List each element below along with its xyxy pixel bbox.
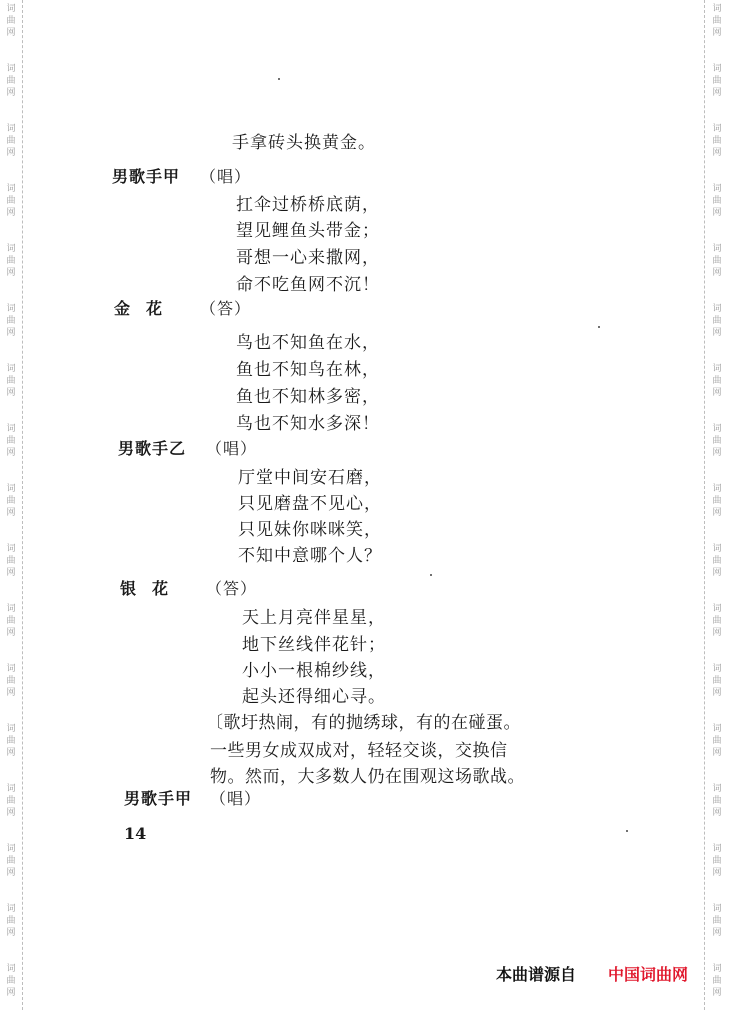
watermark-char: 网 — [6, 868, 16, 878]
speaker-name-text: 金 花 — [114, 299, 163, 318]
stage-direction-line: 一些男女成双成对，轻轻交谈，交换信 — [210, 741, 508, 761]
watermark-group — [705, 843, 729, 879]
watermark-char: 网 — [712, 208, 722, 218]
watermark-char: 曲 — [712, 256, 722, 266]
performance-cue: （唱） — [210, 789, 262, 808]
watermark-char: 曲 — [6, 316, 16, 326]
watermark-char: 网 — [712, 508, 722, 518]
watermark-group — [705, 483, 729, 519]
watermark-char: 曲 — [712, 556, 722, 566]
watermark-char: 网 — [6, 148, 16, 158]
watermark-char: 网 — [712, 148, 722, 158]
watermark-char: 网 — [712, 388, 722, 398]
watermark-char: 网 — [6, 748, 16, 758]
right-watermark-strip — [704, 0, 729, 1010]
watermark-char: 词 — [6, 664, 16, 674]
watermark-group — [705, 183, 729, 219]
watermark-char: 词 — [6, 184, 16, 194]
lyric-line: 哥想一心来撒网， — [236, 248, 380, 268]
watermark-char: 曲 — [712, 676, 722, 686]
source-site-name: 中国词曲网 — [608, 965, 689, 984]
watermark-char: 网 — [712, 988, 722, 998]
watermark-group — [0, 783, 22, 819]
watermark-group — [0, 723, 22, 759]
watermark-char: 词 — [6, 964, 16, 974]
watermark-group — [0, 663, 22, 699]
watermark-char: 曲 — [6, 76, 16, 86]
watermark-char: 网 — [6, 688, 16, 698]
watermark-char: 网 — [6, 208, 16, 218]
watermark-char: 网 — [712, 568, 722, 578]
watermark-char: 词 — [712, 64, 722, 74]
watermark-char: 网 — [712, 808, 722, 818]
watermark-char: 词 — [6, 904, 16, 914]
watermark-char: 词 — [6, 4, 16, 14]
watermark-char: 网 — [6, 328, 16, 338]
watermark-group — [0, 963, 22, 999]
watermark-char: 曲 — [6, 16, 16, 26]
speaker-name: 男歌手乙 — [118, 439, 187, 458]
lyric-line: 小小一根棉纱线， — [242, 661, 386, 681]
watermark-char: 词 — [712, 724, 722, 734]
watermark-char: 曲 — [6, 676, 16, 686]
watermark-group — [705, 543, 729, 579]
watermark-char: 曲 — [712, 136, 722, 146]
watermark-char: 词 — [712, 844, 722, 854]
lyric-line: 鱼也不知鸟在林， — [236, 360, 380, 380]
watermark-char: 词 — [712, 904, 722, 914]
watermark-char: 网 — [6, 28, 16, 38]
watermark-char: 词 — [712, 964, 722, 974]
watermark-group — [0, 303, 22, 339]
watermark-char: 词 — [6, 544, 16, 554]
watermark-char: 网 — [712, 328, 722, 338]
watermark-char: 词 — [6, 604, 16, 614]
performance-cue: （唱） — [206, 439, 258, 458]
watermark-char: 网 — [6, 628, 16, 638]
speaker-name-text: 银 花 — [120, 579, 169, 598]
lyric-line: 命不吃鱼网不沉！ — [236, 275, 380, 295]
watermark-group — [705, 363, 729, 399]
watermark-char: 曲 — [6, 616, 16, 626]
watermark-char: 曲 — [712, 916, 722, 926]
watermark-char: 曲 — [6, 196, 16, 206]
lyric-line: 手拿砖头换黄金。 — [232, 133, 376, 153]
watermark-char: 词 — [712, 244, 722, 254]
watermark-char: 曲 — [6, 976, 16, 986]
watermark-char: 词 — [712, 124, 722, 134]
lyric-line: 不知中意哪个人？ — [238, 546, 382, 566]
watermark-char: 网 — [6, 928, 16, 938]
lyric-line: 鸟也不知水多深！ — [236, 414, 380, 434]
scan-speck — [278, 78, 280, 80]
watermark-char: 网 — [712, 28, 722, 38]
watermark-char: 曲 — [712, 856, 722, 866]
watermark-group — [705, 663, 729, 699]
watermark-group — [705, 123, 729, 159]
watermark-char: 词 — [6, 784, 16, 794]
lyric-line: 厅堂中间安石磨， — [238, 468, 382, 488]
watermark-char: 曲 — [712, 436, 722, 446]
watermark-char: 词 — [6, 64, 16, 74]
watermark-char: 曲 — [6, 556, 16, 566]
scan-speck — [598, 326, 600, 328]
watermark-char: 曲 — [6, 436, 16, 446]
watermark-char: 曲 — [712, 76, 722, 86]
speaker-name — [120, 576, 168, 599]
watermark-char: 网 — [712, 628, 722, 638]
watermark-char: 网 — [712, 688, 722, 698]
watermark-char: 词 — [712, 364, 722, 374]
watermark-char: 曲 — [6, 256, 16, 266]
watermark-char: 曲 — [712, 196, 722, 206]
lyric-line: 天上月亮伴星星， — [242, 608, 386, 628]
watermark-char: 曲 — [6, 856, 16, 866]
watermark-group — [0, 843, 22, 879]
watermark-char: 曲 — [712, 376, 722, 386]
stage-direction-line: 〔歌圩热闹，有的抛绣球，有的在碰蛋。 — [206, 713, 521, 733]
watermark-group — [0, 603, 22, 639]
lyric-line: 鱼也不知林多密， — [236, 387, 380, 407]
performance-cue: （唱） — [200, 167, 252, 186]
lyric-line: 起头还得细心寻。 — [242, 687, 386, 707]
watermark-char: 网 — [6, 388, 16, 398]
watermark-char: 网 — [6, 508, 16, 518]
watermark-char: 词 — [712, 664, 722, 674]
watermark-char: 曲 — [6, 736, 16, 746]
lyric-line: 只见磨盘不见心， — [238, 494, 382, 514]
watermark-group — [0, 483, 22, 519]
source-credit-label: 本曲谱源自 — [496, 965, 577, 984]
watermark-char: 曲 — [6, 796, 16, 806]
watermark-group — [0, 363, 22, 399]
watermark-char: 词 — [6, 124, 16, 134]
watermark-char: 词 — [6, 364, 16, 374]
watermark-char: 词 — [6, 844, 16, 854]
watermark-char: 曲 — [6, 136, 16, 146]
watermark-char: 词 — [712, 4, 722, 14]
watermark-char: 词 — [6, 244, 16, 254]
watermark-char: 词 — [6, 724, 16, 734]
watermark-group — [0, 183, 22, 219]
watermark-group — [705, 423, 729, 459]
watermark-char: 网 — [6, 808, 16, 818]
performance-cue: （答） — [206, 579, 258, 598]
watermark-char: 网 — [712, 748, 722, 758]
watermark-char: 词 — [6, 424, 16, 434]
watermark-group — [0, 63, 22, 99]
watermark-group — [705, 243, 729, 279]
watermark-group — [705, 963, 729, 999]
watermark-char: 曲 — [6, 916, 16, 926]
watermark-char: 曲 — [712, 796, 722, 806]
lyric-line: 望见鲤鱼头带金； — [236, 221, 380, 241]
lyric-line: 鸟也不知鱼在水， — [236, 333, 380, 353]
speaker-name — [114, 296, 162, 319]
watermark-char: 网 — [712, 448, 722, 458]
watermark-char: 曲 — [6, 496, 16, 506]
watermark-group — [0, 543, 22, 579]
watermark-char: 曲 — [6, 376, 16, 386]
watermark-char: 词 — [712, 604, 722, 614]
stage-direction-line: 物。然而，大多数人仍在围观这场歌战。 — [210, 767, 525, 787]
watermark-group — [705, 603, 729, 639]
watermark-group — [0, 123, 22, 159]
watermark-char: 网 — [712, 268, 722, 278]
watermark-char: 曲 — [712, 976, 722, 986]
scan-speck — [430, 574, 432, 576]
watermark-group — [0, 243, 22, 279]
watermark-char: 曲 — [712, 736, 722, 746]
watermark-char: 网 — [712, 88, 722, 98]
watermark-char: 网 — [6, 988, 16, 998]
watermark-char: 网 — [6, 88, 16, 98]
watermark-group — [705, 3, 729, 39]
speaker-name: 男歌手甲 — [124, 789, 193, 808]
watermark-char: 词 — [6, 484, 16, 494]
watermark-group — [705, 63, 729, 99]
watermark-char: 网 — [712, 868, 722, 878]
watermark-group — [0, 3, 22, 39]
watermark-char: 曲 — [712, 496, 722, 506]
watermark-char: 词 — [712, 784, 722, 794]
watermark-char: 词 — [712, 544, 722, 554]
watermark-group — [705, 723, 729, 759]
watermark-char: 网 — [6, 568, 16, 578]
lyric-line: 地下丝线伴花针； — [242, 635, 386, 655]
watermark-char: 曲 — [712, 16, 722, 26]
watermark-char: 网 — [712, 928, 722, 938]
watermark-char: 网 — [6, 268, 16, 278]
scan-speck — [626, 830, 628, 832]
performance-cue: （答） — [200, 299, 252, 318]
watermark-char: 曲 — [712, 316, 722, 326]
watermark-char: 曲 — [712, 616, 722, 626]
watermark-char: 词 — [712, 304, 722, 314]
lyric-line: 扛伞过桥桥底荫， — [236, 195, 380, 215]
watermark-char: 词 — [6, 304, 16, 314]
watermark-char: 词 — [712, 184, 722, 194]
watermark-char: 网 — [6, 448, 16, 458]
watermark-group — [0, 903, 22, 939]
lyric-line: 只见妹你咪咪笑， — [238, 520, 382, 540]
watermark-group — [705, 783, 729, 819]
page-number: 14 — [124, 824, 147, 843]
speaker-name: 男歌手甲 — [112, 167, 181, 186]
watermark-char: 词 — [712, 484, 722, 494]
watermark-group — [0, 423, 22, 459]
watermark-group — [705, 303, 729, 339]
watermark-group — [705, 903, 729, 939]
watermark-char: 词 — [712, 424, 722, 434]
left-watermark-strip — [0, 0, 23, 1010]
